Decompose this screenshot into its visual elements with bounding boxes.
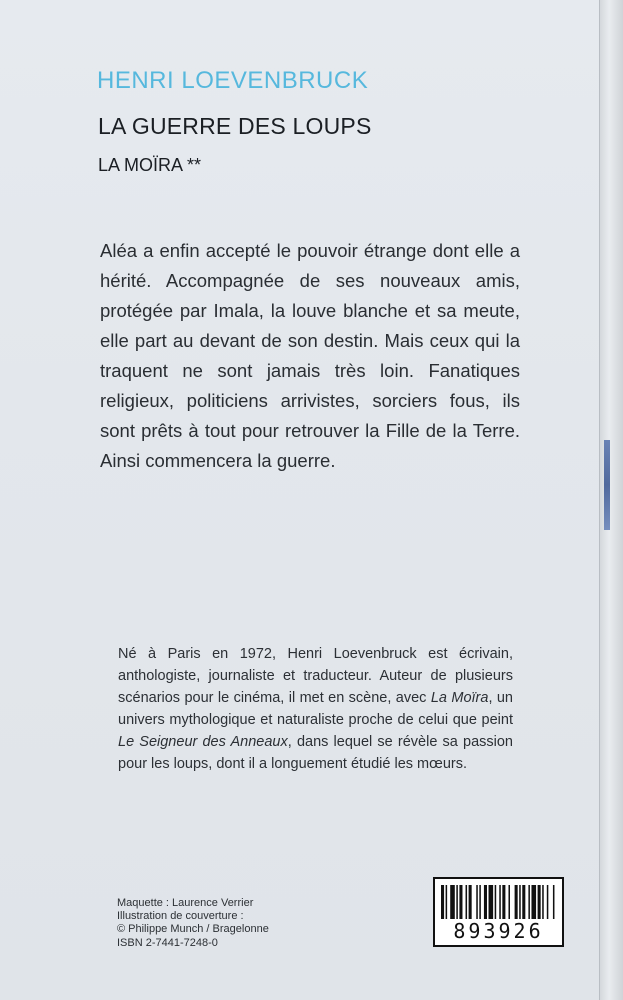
credit-illustration-label: Illustration de couverture : — [117, 910, 244, 923]
barcode-bars — [441, 885, 556, 919]
barcode-bar — [495, 885, 497, 919]
author-bio — [118, 643, 513, 775]
barcode-bar — [519, 885, 521, 919]
barcode-bar — [528, 885, 530, 919]
barcode-bar — [531, 885, 536, 919]
barcode-bar — [538, 885, 541, 919]
barcode — [433, 877, 564, 947]
spine-color-mark — [604, 440, 610, 530]
author-name: HENRI LOEVENBRUCK — [97, 67, 369, 94]
book-title: LA GUERRE DES LOUPS — [98, 113, 372, 139]
credit-design: Maquette : Laurence Verrier — [117, 897, 254, 909]
bio-work-title-1: La Moïra — [430, 690, 489, 706]
barcode-bar — [489, 885, 494, 919]
book-subtitle: LA MOÏRA ** — [98, 155, 202, 175]
barcode-bar — [479, 885, 481, 919]
barcode-bar — [542, 885, 544, 919]
barcode-bar — [502, 885, 505, 919]
barcode-bar — [459, 885, 462, 919]
barcode-bar — [499, 885, 501, 919]
barcode-bar — [515, 885, 518, 919]
barcode-bar — [469, 885, 472, 919]
blurb-text: Aléa a enfin accepté le pouvoir étrange dont elle a hérité. Accompagnée de ses nouveaux amis, protégée par Imala, la louve blanche et sa meute, elle part au devant de son destin. Mais ceux qui la traquent ne sont jamais très loin. Fanatiques religieux, politiciens arrivistes, sorciers fous, ils sont prêts à tout pour retrouver la Fille de la Terre. Ainsi commencera la guerre. — [100, 240, 520, 471]
barcode-bar — [456, 885, 458, 919]
barcode-bar — [446, 885, 448, 919]
barcode-bar — [450, 885, 455, 919]
barcode-bar — [441, 885, 444, 919]
barcode-bar — [522, 885, 525, 919]
credits-block — [117, 897, 337, 950]
bio-work-title-2: Le Seigneur des Anneaux — [118, 734, 288, 750]
barcode-number: 893926 — [453, 919, 544, 943]
barcode-bar — [466, 885, 468, 919]
barcode-bar — [484, 885, 487, 919]
barcode-bar — [547, 885, 549, 919]
barcode-bar — [476, 885, 478, 919]
credit-illustrator: © Philippe Munch / Bragelonne — [117, 923, 269, 936]
bio-text-3: , dans lequel se révèle sa passion pour les loups, dont il a longuement étudié les mœurs. — [118, 734, 513, 772]
bio-text-2: , un univers mythologique et naturaliste proche de celui que peint — [118, 690, 513, 728]
barcode-bar — [508, 885, 510, 919]
credit-isbn: ISBN 2-7441-7248-0 — [117, 936, 218, 949]
barcode-bar — [553, 885, 555, 919]
bio-text-1: Né à Paris en 1972, Henri Loevenbruck est écrivain, anthologiste, journaliste et traducteur. Auteur de plusieurs scénarios pour le cinéma, il met en scène, avec — [118, 646, 513, 706]
